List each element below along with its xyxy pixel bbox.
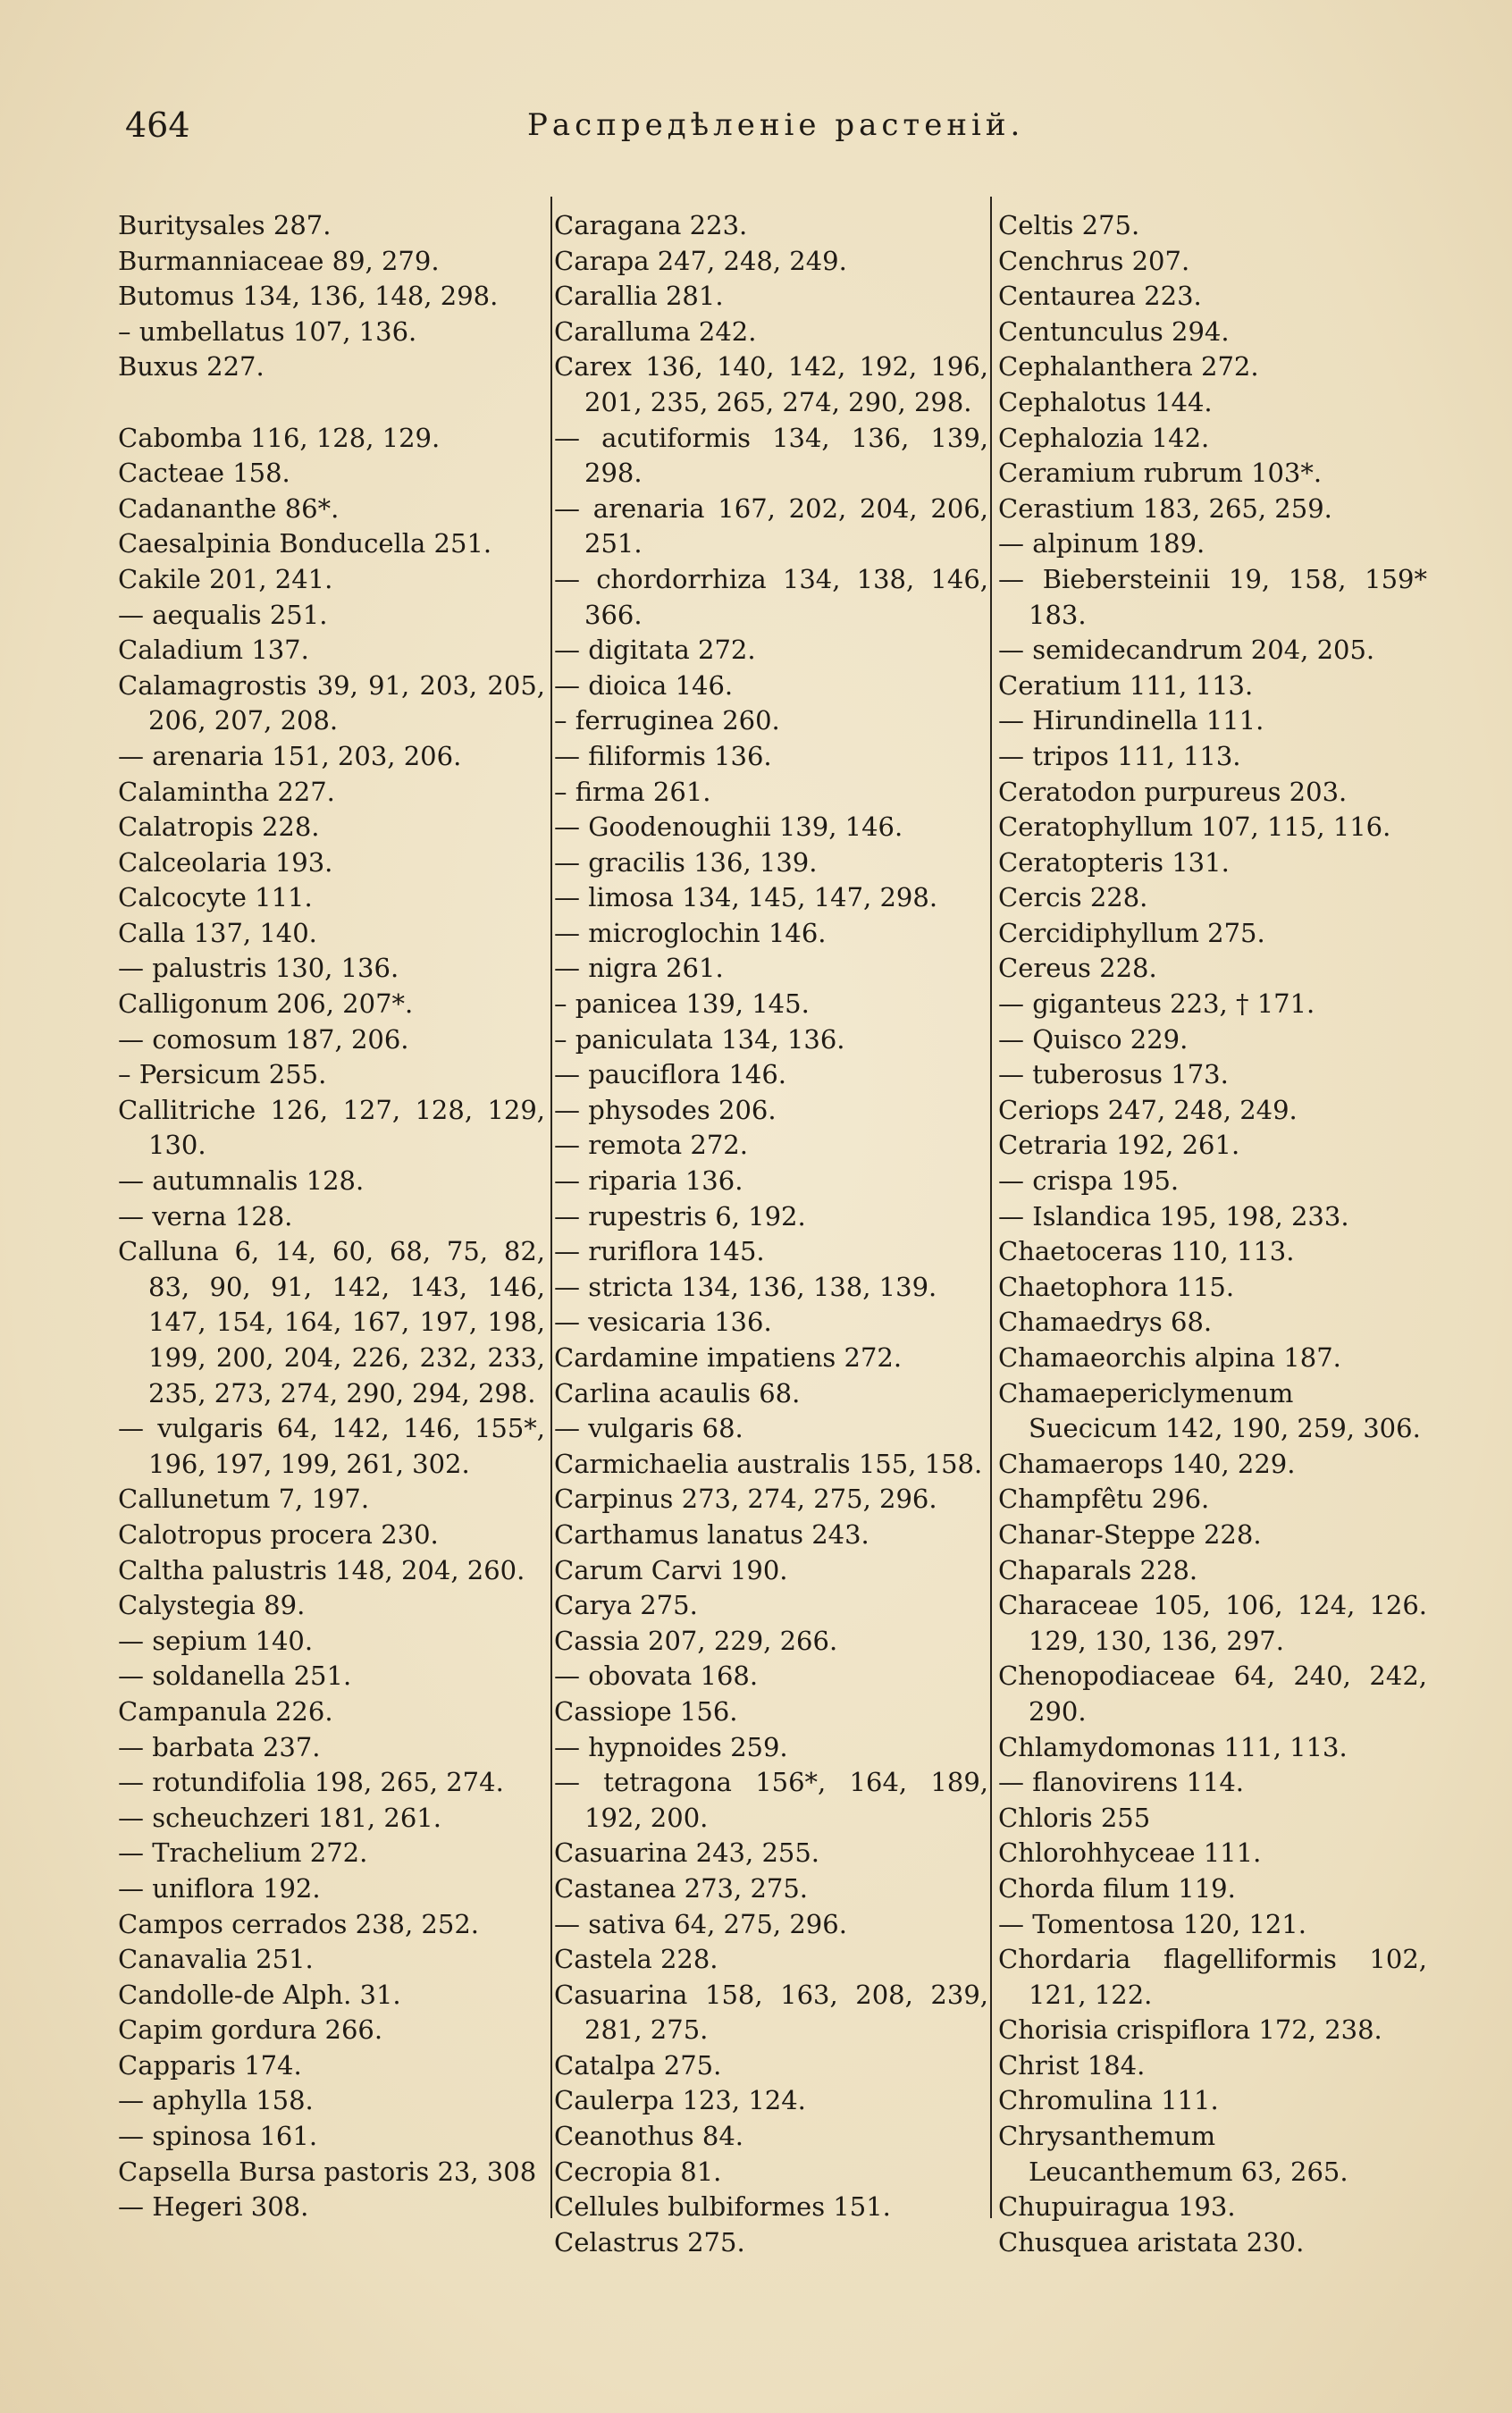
index-entry: Ceratophyllum 107, 115, 116. [998,811,1391,843]
index-entry: — dioica 146. [554,669,734,701]
index-entry: Cassia 207, 229, 266. [554,1625,838,1656]
index-entry: — giganteus 223, † 171. [998,988,1315,1020]
index-entry: — crispa 195. [998,1165,1180,1197]
index-entry: Caltha palustris 148, 204, 260. [118,1554,525,1585]
index-entry: — arenaria 151, 203, 206. [118,740,462,771]
index-entry: Casuarina 158, 163, 208, 239, 281, 275. [554,1979,988,2046]
index-entry: — aequalis 251. [118,599,328,630]
index-entry: — tripos 111, 113. [998,740,1241,771]
index-entry: Calcocyte 111. [118,882,313,913]
index-entry: Calystegia 89. [118,1590,306,1621]
index-entry: Characeae 105, 106, 124, 126. 129, 130, 136, 297. [998,1590,1427,1656]
page-number: 464 [125,105,190,145]
index-entry: – panicea 139, 145. [554,988,810,1020]
index-entry: Ceriops 247, 248, 249. [998,1094,1298,1125]
index-entry: — gracilis 136, 139. [554,846,818,878]
index-entry: Ceratium 111, 113. [998,669,1254,701]
index-entry: Celastrus 275. [554,2226,745,2257]
index-entry: — acutiformis 134, 136, 139, 298. [554,422,988,489]
index-entry: Cerastium 183, 265, 259. [998,492,1332,524]
index-entry: — uniflora 192. [118,1872,321,1904]
index-entry: Callitriche 126, 127, 128, 129, 130. [118,1094,545,1161]
index-entry: Chupuiragua 193. [998,2191,1236,2223]
index-entry: Calamagrostis 39, 91, 203, 205, 206, 207, 208. [118,669,545,736]
index-entry: Butomus 134, 136, 148, 298. [118,281,499,312]
index-entry: Canavalia 251. [118,1944,314,1975]
index-entry: Buxus 227. [118,351,265,383]
index-entry: – paniculata 134, 136. [554,1023,845,1055]
index-column-2 [554,208,988,2260]
index-entry: Catalpa 275. [554,2049,722,2081]
index-entry: Cenchrus 207. [998,245,1190,276]
index-entry: Castela 228. [554,1944,718,1975]
index-entry: — riparia 136. [554,1165,743,1197]
index-entry: Chusquea aristata 230. [998,2226,1305,2257]
index-spacer [118,385,545,421]
index-entry: Castanea 273, 275. [554,1872,809,1904]
index-entry: Cephalotus 144. [998,386,1213,417]
index-entry: Cephalozia 142. [998,422,1210,453]
index-entry: — remota 272. [554,1130,748,1161]
index-entry: Carallia 281. [554,281,724,312]
index-entry: – firma 261. [554,776,711,807]
index-entry: — physodes 206. [554,1094,777,1125]
index-entry: Capsella Bursa pastoris 23, 308 [118,2156,537,2187]
index-entry: — sativa 64, 275, 296. [554,1908,847,1939]
index-entry: — obovata 168. [554,1661,759,1692]
index-entry: — rupestris 6, 192. [554,1200,806,1232]
index-entry: — scheuchzeri 181, 261. [118,1802,441,1833]
index-entry: Caesalpinia Bonducella 251. [118,528,492,559]
index-entry: Capim gordura 266. [118,2014,383,2046]
index-entry: Chenopodiaceae 64, 240, 242, 290. [998,1661,1427,1727]
index-entry: — microglochin 146. [554,917,827,948]
index-entry: Christ 184. [998,2049,1146,2081]
index-entry: Centaurea 223. [998,281,1202,312]
index-entry: — palustris 130, 136. [118,953,399,984]
index-entry: Callunetum 7, 197. [118,1484,370,1515]
index-entry: Champfêtu 296. [998,1484,1210,1515]
index-entry: Carpinus 273, 274, 275, 296. [554,1484,937,1515]
index-entry: Ceratopteris 131. [998,846,1230,878]
index-entry: Chamaepericlymenum Suecicum 142, 190, 259, 306. [998,1377,1421,1444]
index-entry: — comosum 187, 206. [118,1023,409,1055]
index-entry: — filiformis 136. [554,740,772,771]
index-entry: Chaparals 228. [998,1554,1198,1585]
index-entry: Carex 136, 140, 142, 192, 196, 201, 235, 265, 274, 290, 298. [554,351,988,417]
index-entry: Cardamine impatiens 272. [554,1342,903,1373]
index-entry: Calligonum 206, 207*. [118,988,414,1020]
index-entry: Chamaeorchis alpina 187. [998,1342,1341,1373]
index-entry: — sepium 140. [118,1625,314,1656]
column-divider [990,197,992,2218]
index-entry: — Trachelium 272. [118,1837,368,1869]
index-entry: Chorda filum 119. [998,1872,1236,1904]
index-entry: Carmichaelia australis 155, 158. [554,1448,983,1479]
index-entry: Casuarina 243, 255. [554,1837,820,1869]
index-entry: — hypnoides 259. [554,1731,788,1762]
index-entry: Carum Carvi 190. [554,1554,788,1585]
index-entry: — ruriflora 145. [554,1236,765,1267]
index-entry: — semidecandrum 204, 205. [998,635,1375,666]
index-entry: Candolle-de Alph. 31. [118,1979,401,2010]
index-entry: – ferruginea 260. [554,705,780,736]
index-entry: Calotropus procera 230. [118,1518,439,1550]
index-entry: Cercis 228. [998,882,1148,913]
index-entry: Chlorohhyceae 111. [998,1837,1262,1869]
index-entry: Campos cerrados 238, 252. [118,1908,480,1939]
index-entry: Caladium 137. [118,635,309,666]
index-entry: Cecropia 81. [554,2156,722,2187]
index-entry: Chanar-Steppe 228. [998,1518,1262,1550]
index-entry: — vulgaris 68. [554,1413,743,1444]
index-entry: Cereus 228. [998,953,1157,984]
index-entry: Calluna 6, 14, 60, 68, 75, 82, 83, 90, 91, 142, 143, 146, 147, 154, 164, 167, 197, 198, 199, 200, 204, 226, 232, 233, 235, 273, 274, 290, 294, 298. [118,1236,545,1408]
index-entry: — verna 128. [118,1200,293,1232]
index-entry: Ceramium rubrum 103*. [998,458,1323,489]
index-entry: — Hirundinella 111. [998,705,1264,736]
index-entry: – umbellatus 107, 136. [118,315,417,347]
index-entry: Chrysanthemum Leucanthemum 63, 265. [998,2121,1348,2187]
index-entry: — nigra 261. [554,953,724,984]
index-entry: — autumnalis 128. [118,1165,365,1197]
index-entry: — alpinum 189. [998,528,1205,559]
index-entry: Campanula 226. [118,1695,333,1727]
index-entry: Carlina acaulis 68. [554,1377,801,1408]
index-entry: Cercidiphyllum 275. [998,917,1265,948]
index-entry: — aphylla 158. [118,2085,314,2116]
index-entry: Caralluma 242. [554,315,757,347]
index-entry: — arenaria 167, 202, 204, 206, 251. [554,492,988,559]
index-entry: Chromulina 111. [998,2085,1219,2116]
index-entry: Carya 275. [554,1590,698,1621]
index-entry: — barbata 237. [118,1731,321,1762]
index-entry: — soldanella 251. [118,1661,352,1692]
index-entry: Cabomba 116, 128, 129. [118,422,441,453]
index-entry: Capparis 174. [118,2049,302,2081]
index-entry: Burmanniaceae 89, 279. [118,245,440,276]
index-entry: Chaetophora 115. [998,1271,1235,1302]
index-entry: Cassiope 156. [554,1695,738,1727]
index-entry: Ceratodon purpureus 203. [998,776,1348,807]
index-entry: — stricta 134, 136, 138, 139. [554,1271,937,1302]
index-entry: — Hegeri 308. [118,2191,309,2223]
index-entry: – Persicum 255. [118,1059,327,1090]
index-entry: — vulgaris 64, 142, 146, 155*, 196, 197, 199, 261, 302. [118,1413,545,1479]
index-entry: Cakile 201, 241. [118,563,333,594]
index-entry: Chaetoceras 110, 113. [998,1236,1295,1267]
index-entry: — flanovirens 114. [998,1767,1245,1798]
index-entry: — Quisco 229. [998,1023,1189,1055]
index-column-1 [118,208,545,2225]
index-entry: Carapa 247, 248, 249. [554,245,847,276]
index-column-3 [998,208,1427,2260]
index-entry: Ceanothus 84. [554,2121,744,2152]
index-entry: — tuberosus 173. [998,1059,1229,1090]
index-entry: Cellules bulbiformes 151. [554,2191,891,2223]
index-entry: Carthamus lanatus 243. [554,1518,869,1550]
index-entry: Chamaerops 140, 229. [998,1448,1296,1479]
index-entry: Chorisia crispiflora 172, 238. [998,2014,1382,2046]
index-entry: — tetragona 156*, 164, 189, 192, 200. [554,1767,988,1833]
index-entry: — Biebersteinii 19, 158, 159* 183. [998,563,1427,630]
index-entry: Cadananthe 86*. [118,492,340,524]
index-entry: — pauciflora 146. [554,1059,787,1090]
index-entry: Chlamydomonas 111, 113. [998,1731,1348,1762]
index-entry: Calceolaria 193. [118,846,333,878]
index-entry: Cephalanthera 272. [998,351,1259,383]
index-entry: — limosa 134, 145, 147, 298. [554,882,938,913]
index-entry: Calatropis 228. [118,811,320,843]
index-entry: — vesicaria 136. [554,1307,772,1338]
index-entry: Buritysales 287. [118,210,332,240]
index-entry: — chordorrhiza 134, 138, 146, 366. [554,563,988,630]
index-entry: Centunculus 294. [998,315,1230,347]
index-entry: Calamintha 227. [118,776,335,807]
index-entry: Cetraria 192, 261. [998,1130,1240,1161]
index-entry: Caragana 223. [554,210,748,240]
index-entry: Chordaria flagelliformis 102, 121, 122. [998,1944,1427,2010]
index-entry: — Tomentosa 120, 121. [998,1908,1306,1939]
index-entry: — digitata 272. [554,635,756,666]
index-entry: — rotundifolia 198, 265, 274. [118,1767,504,1798]
column-divider [550,197,552,2218]
index-entry: — Islandica 195, 198, 233. [998,1200,1349,1232]
index-entry: — spinosa 161. [118,2121,318,2152]
index-entry: Celtis 275. [998,210,1140,240]
index-entry: — Goodenoughii 139, 146. [554,811,903,843]
running-head: Распредѣленіе растеній. [527,107,1025,143]
index-entry: Cacteae 158. [118,458,290,489]
page-header [125,105,1430,150]
index-entry: Chamaedrys 68. [998,1307,1213,1338]
index-entry: Chloris 255 [998,1802,1151,1833]
index-entry: Calla 137, 140. [118,917,317,948]
index-entry: Caulerpa 123, 124. [554,2085,806,2116]
